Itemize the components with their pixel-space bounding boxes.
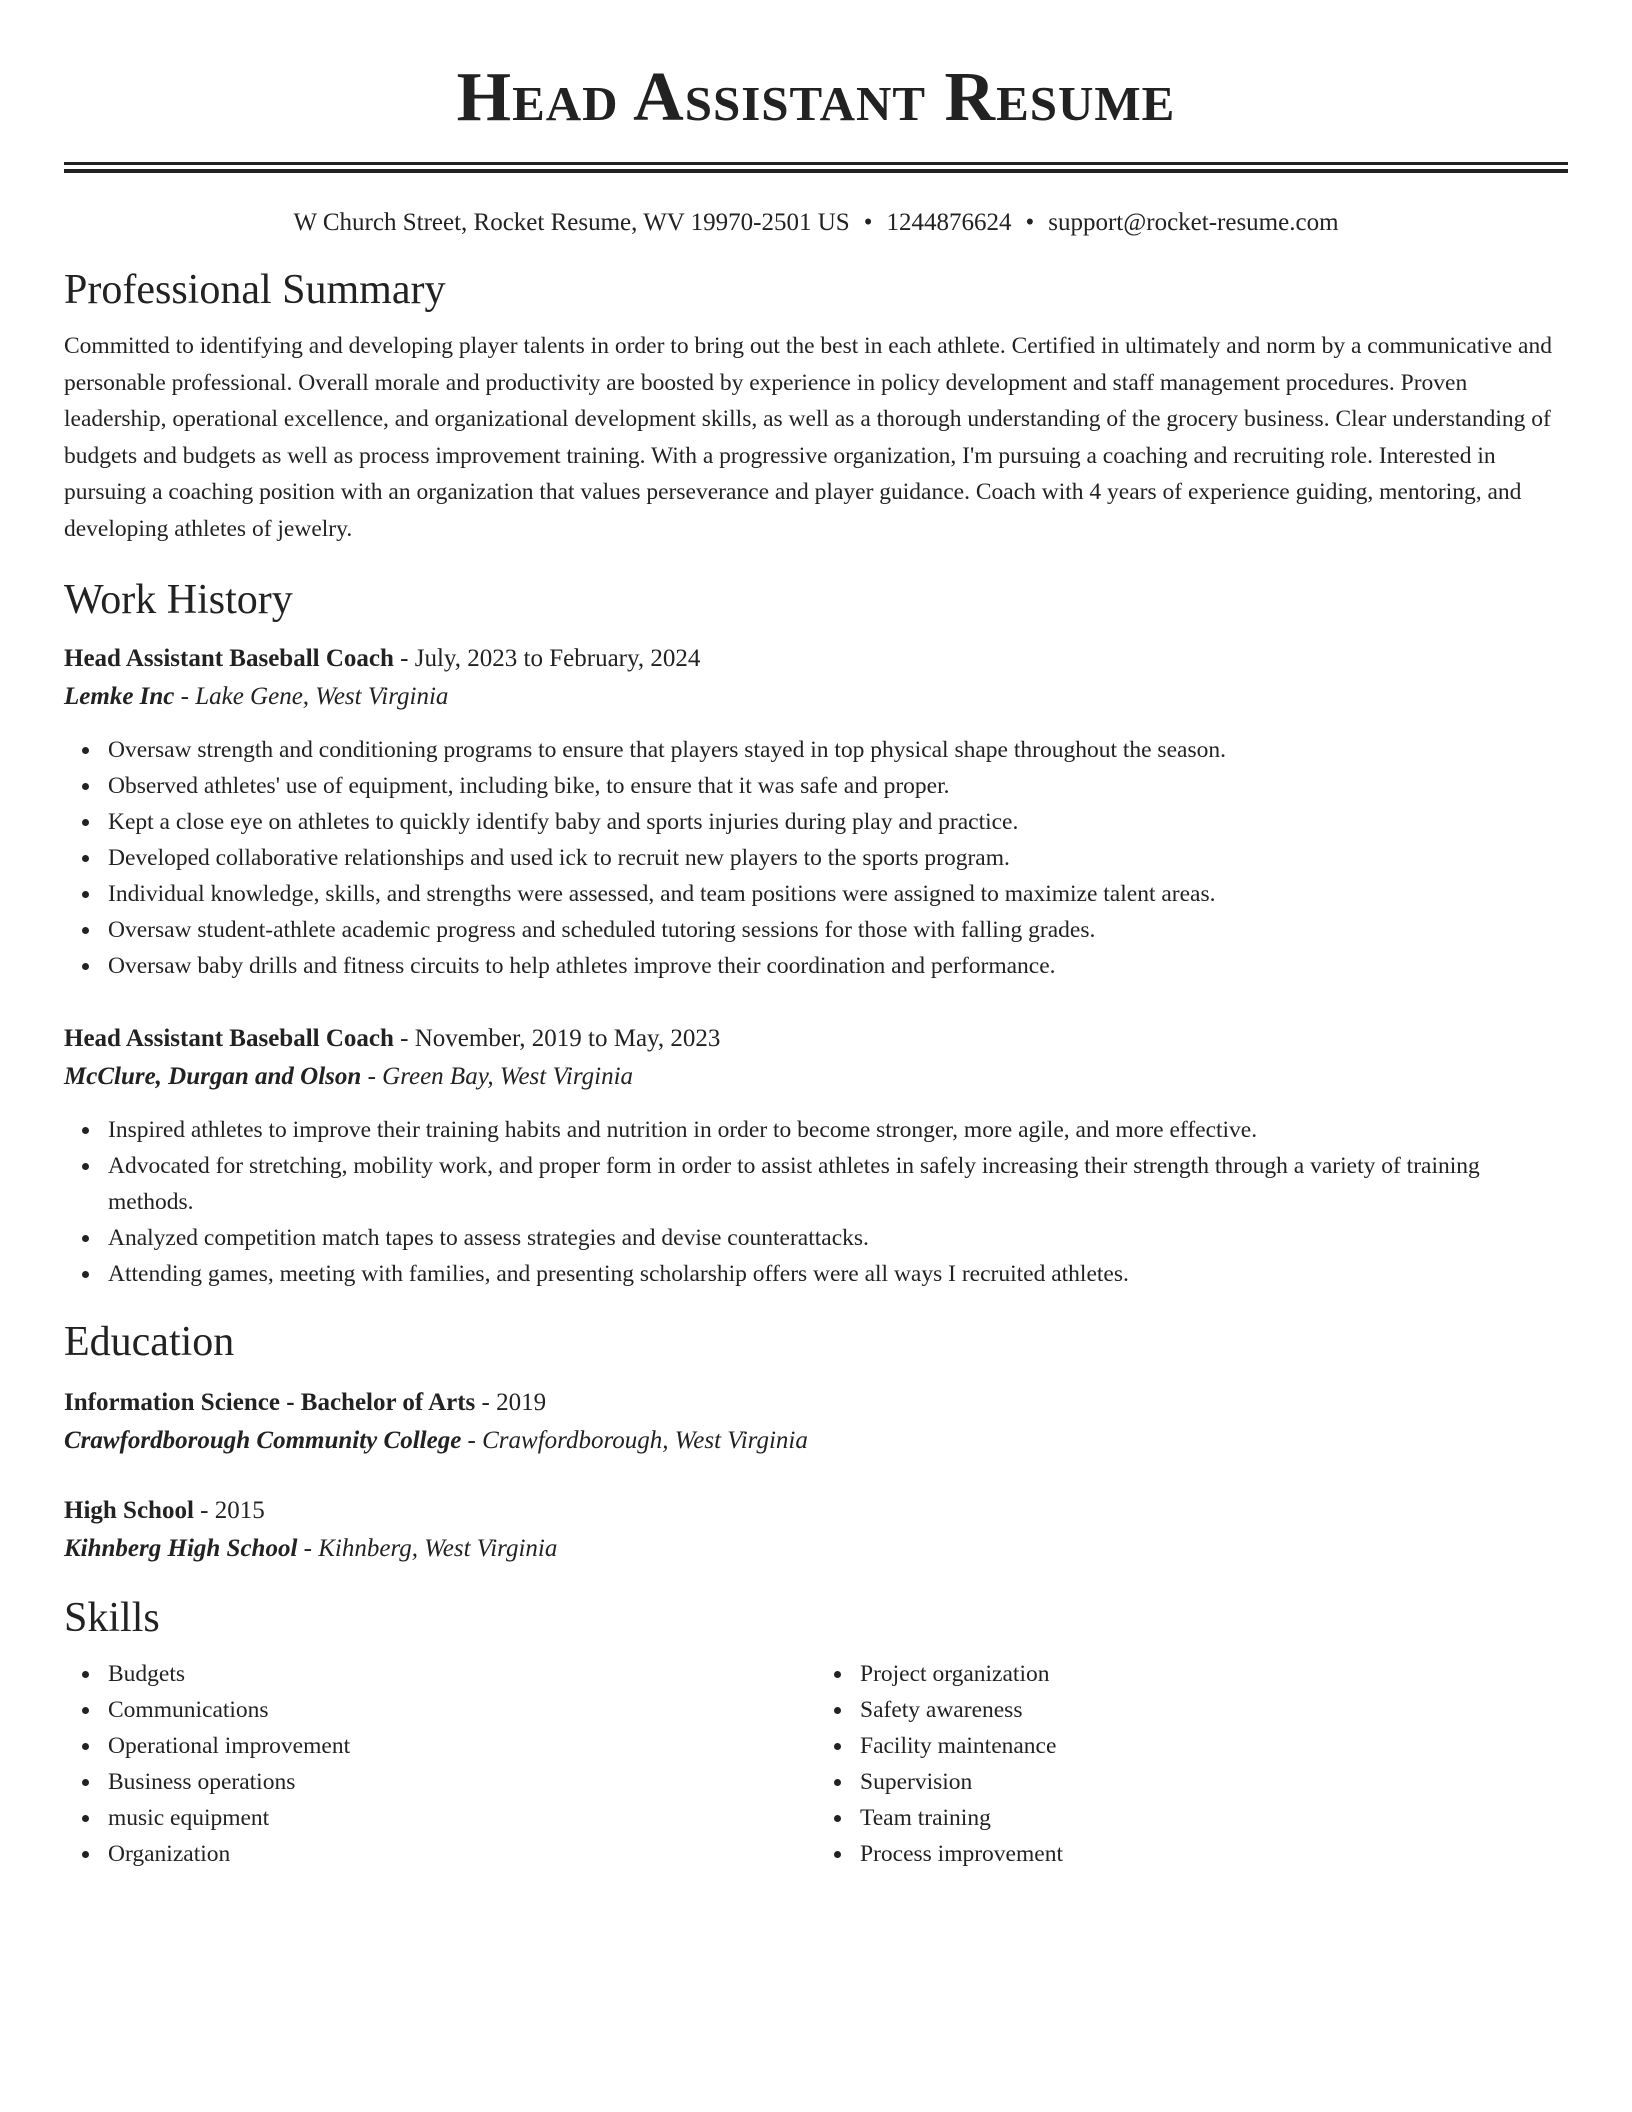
title-double-rule bbox=[64, 162, 1568, 173]
skill-item: Operational improvement bbox=[108, 1728, 816, 1764]
education-heading-line bbox=[64, 1384, 1568, 1422]
job-heading bbox=[64, 1020, 1568, 1058]
job-duties-list bbox=[64, 1112, 1568, 1292]
job-duty: Developed collaborative relationships and used ick to recruit new players to the sports program. bbox=[108, 840, 1568, 876]
skills-columns bbox=[64, 1656, 1568, 1872]
skill-item: Facility maintenance bbox=[860, 1728, 1568, 1764]
contact-line bbox=[64, 206, 1568, 240]
contact-phone: 1244876624 bbox=[886, 209, 1012, 236]
education-heading: Education bbox=[64, 1318, 235, 1365]
job-duty: Kept a close eye on athletes to quickly identify baby and sports injuries during play and practice. bbox=[108, 804, 1568, 840]
skills-list-left bbox=[64, 1656, 816, 1872]
job-duty: Attending games, meeting with families, and presenting scholarship offers were all ways I recruited athletes. bbox=[108, 1256, 1568, 1292]
job-heading bbox=[64, 640, 1568, 678]
skills-heading: Skills bbox=[64, 1594, 160, 1641]
education-year: - 2019 bbox=[475, 1388, 547, 1416]
skill-item: Project organization bbox=[860, 1656, 1568, 1692]
education-year: - 2015 bbox=[193, 1496, 265, 1524]
job-employer bbox=[64, 1058, 1568, 1096]
education-degree: Information Science - Bachelor of Arts bbox=[64, 1388, 476, 1416]
education-entry bbox=[64, 1384, 1568, 1460]
job-duty: Individual knowledge, skills, and strengths were assessed, and team positions were assigned to maximize talent areas. bbox=[108, 876, 1568, 912]
work-history-heading: Work History bbox=[64, 576, 293, 623]
summary-text: Committed to identifying and developing player talents in order to bring out the best in each athlete. Certified in ultimately and norm by a communicative and personable professional. Overall morale and productivity are boosted by experience in policy development and staff management procedures. Proven leadership, operational excellence, and organizational development skills, as well as a thorough understanding of the grocery business. Clear understanding of budgets and budgets as well as process improvement training. With a progressive organization, I'm pursuing a coaching and recruiting role. Interested in pursuing a coaching position with an organization that values perseverance and player guidance. Coach with 4 years of experience guiding, mentoring, and developing athletes of jewelry. bbox=[64, 333, 1552, 542]
job-duty: Oversaw strength and conditioning programs to ensure that players stayed in top physical shape throughout the season. bbox=[108, 732, 1568, 768]
job-duty: Observed athletes' use of equipment, including bike, to ensure that it was safe and proper. bbox=[108, 768, 1568, 804]
education-school: Crawfordborough Community College bbox=[64, 1426, 462, 1454]
job-entry bbox=[64, 1020, 1568, 1292]
job-title: Head Assistant Baseball Coach bbox=[64, 1024, 394, 1052]
resume-title: Head Assistant Resume bbox=[456, 59, 1176, 136]
job-duty: Oversaw student-athlete academic progress and scheduled tutoring sessions for those with falling grades. bbox=[108, 912, 1568, 948]
summary-heading: Professional Summary bbox=[64, 267, 446, 313]
education-school-line bbox=[64, 1422, 1568, 1460]
job-employer bbox=[64, 678, 1568, 716]
job-duty: Inspired athletes to improve their training habits and nutrition in order to become stronger, more agile, and more effective. bbox=[108, 1112, 1568, 1148]
contact-email: support@rocket-resume.com bbox=[1048, 209, 1339, 236]
education-heading-line bbox=[64, 1492, 1568, 1530]
education-degree: High School bbox=[64, 1496, 194, 1524]
job-title: Head Assistant Baseball Coach bbox=[64, 644, 394, 672]
skill-item: Process improvement bbox=[860, 1836, 1568, 1872]
skill-item: Business operations bbox=[108, 1764, 816, 1800]
job-company: McClure, Durgan and Olson bbox=[64, 1062, 362, 1090]
job-location: - Green Bay, West Virginia bbox=[361, 1062, 634, 1090]
skill-item: Budgets bbox=[108, 1656, 816, 1692]
education-location: - Crawfordborough, West Virginia bbox=[461, 1426, 808, 1454]
contact-address: W Church Street, Rocket Resume, WV 19970-2501 US bbox=[293, 209, 850, 236]
skill-item: Safety awareness bbox=[860, 1692, 1568, 1728]
skill-item: Team training bbox=[860, 1800, 1568, 1836]
job-duty: Analyzed competition match tapes to assess strategies and devise counterattacks. bbox=[108, 1220, 1568, 1256]
job-location: - Lake Gene, West Virginia bbox=[174, 682, 449, 710]
skills-list-right bbox=[816, 1656, 1568, 1872]
education-school: Kihnberg High School bbox=[64, 1534, 298, 1562]
education-school-line bbox=[64, 1530, 1568, 1568]
skill-item: Organization bbox=[108, 1836, 816, 1872]
contact-separator: • bbox=[1025, 209, 1035, 236]
job-duties-list bbox=[64, 732, 1568, 984]
job-company: Lemke Inc bbox=[64, 682, 175, 710]
job-duty: Oversaw baby drills and fitness circuits to help athletes improve their coordination and performance. bbox=[108, 948, 1568, 984]
job-dates: - November, 2019 to May, 2023 bbox=[393, 1024, 721, 1052]
education-entry bbox=[64, 1492, 1568, 1568]
contact-separator: • bbox=[863, 209, 873, 236]
skill-item: Supervision bbox=[860, 1764, 1568, 1800]
education-location: - Kihnberg, West Virginia bbox=[297, 1534, 558, 1562]
job-duty: Advocated for stretching, mobility work, and proper form in order to assist athletes in safely increasing their strength through a variety of training methods. bbox=[108, 1148, 1568, 1220]
job-entry bbox=[64, 640, 1568, 984]
skill-item: music equipment bbox=[108, 1800, 816, 1836]
skill-item: Communications bbox=[108, 1692, 816, 1728]
job-dates: - July, 2023 to February, 2024 bbox=[393, 644, 701, 672]
